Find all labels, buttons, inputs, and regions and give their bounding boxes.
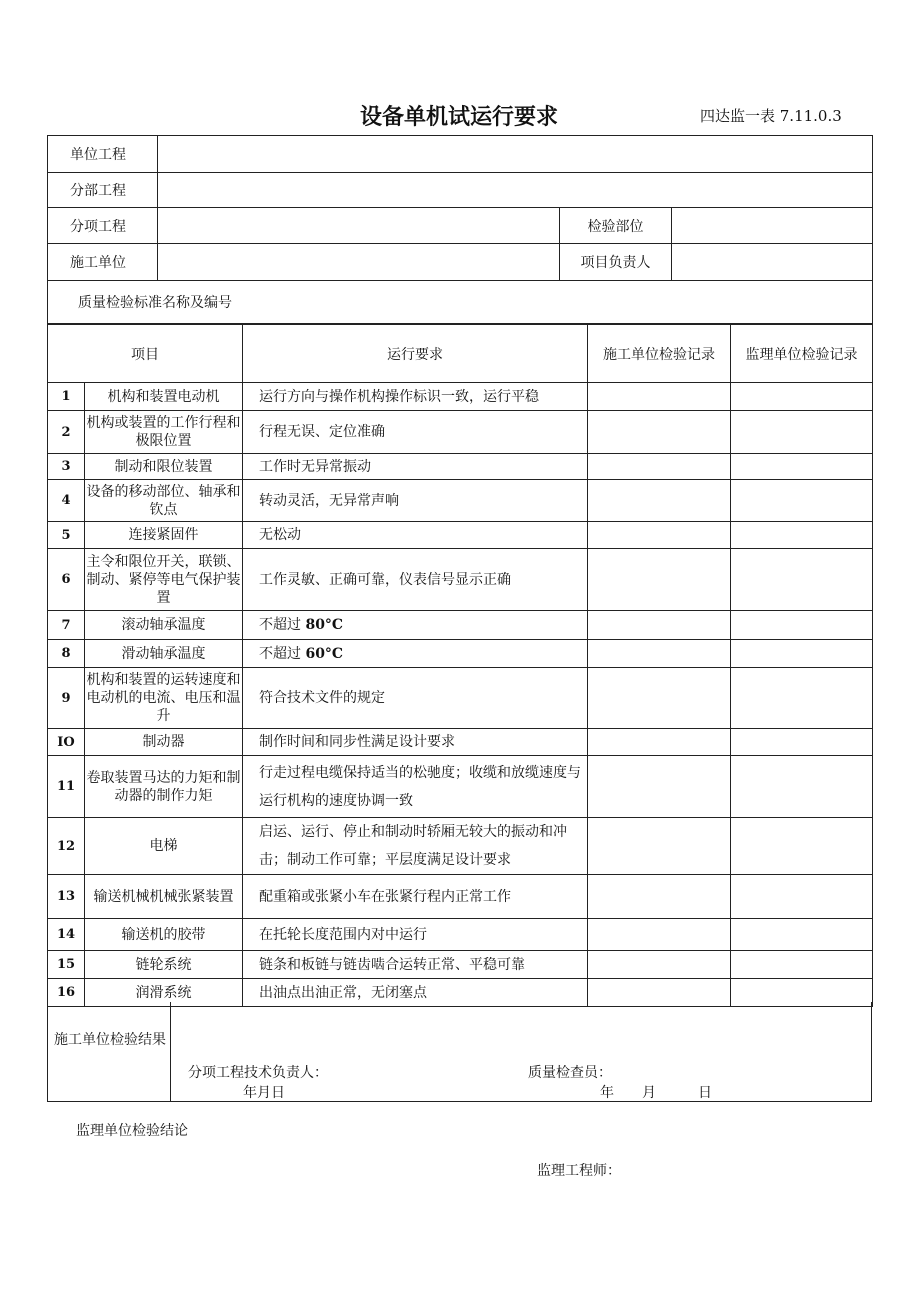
table-row bbox=[48, 919, 873, 951]
construction-unit-label: 施工单位 bbox=[48, 244, 158, 281]
table-row bbox=[48, 668, 873, 729]
row-item: 滚动轴承温度 bbox=[85, 611, 243, 640]
tech-leader-label: 分项工程技术负责人： bbox=[188, 1065, 328, 1081]
row-item: 链轮系统 bbox=[85, 951, 243, 979]
row-requirement: 行走过程电缆保持适当的松驰度；收缆和放缆速度与运行机构的速度协调一致 bbox=[243, 756, 588, 818]
row-number: 14 bbox=[48, 919, 85, 951]
date-left: 年月日 bbox=[243, 1085, 285, 1101]
inspection-table bbox=[47, 324, 873, 1007]
table-row bbox=[48, 756, 873, 818]
sub-item-label: 分项工程 bbox=[48, 208, 158, 244]
table-row bbox=[48, 951, 873, 979]
row-number: 13 bbox=[48, 875, 85, 919]
supervision-record-cell[interactable] bbox=[731, 411, 873, 454]
col-requirement: 运行要求 bbox=[243, 325, 588, 383]
project-leader-label: 项目负责人 bbox=[560, 244, 672, 281]
supervision-record-cell[interactable] bbox=[731, 383, 873, 411]
supervision-conclusion-label: 监理单位检验结论 bbox=[76, 1123, 188, 1139]
row-item: 输送机的胶带 bbox=[85, 919, 243, 951]
divider bbox=[170, 1002, 171, 1101]
sub-item-field[interactable] bbox=[158, 208, 560, 244]
construction-result-label: 施工单位检验结果 bbox=[54, 1032, 166, 1048]
row-item: 机构和装置电动机 bbox=[85, 383, 243, 411]
construction-record-cell[interactable] bbox=[588, 480, 731, 522]
supervision-record-cell[interactable] bbox=[731, 640, 873, 668]
construction-record-cell[interactable] bbox=[588, 640, 731, 668]
inspector-label: 质量检查员： bbox=[528, 1065, 612, 1081]
row-requirement: 启运、运行、停止和制动时轿厢无较大的振动和冲击；制动工作可靠；平层度满足设计要求 bbox=[243, 818, 588, 875]
project-leader-field[interactable] bbox=[672, 244, 873, 281]
unit-project-field[interactable] bbox=[158, 136, 873, 173]
header-table bbox=[47, 135, 873, 324]
table-row bbox=[48, 875, 873, 919]
row-item: 制动器 bbox=[85, 729, 243, 756]
construction-record-cell[interactable] bbox=[588, 951, 731, 979]
row-number: 7 bbox=[48, 611, 85, 640]
supervision-record-cell[interactable] bbox=[731, 522, 873, 549]
table-row bbox=[48, 522, 873, 549]
col-construction-record: 施工单位检验记录 bbox=[588, 325, 731, 383]
construction-record-cell[interactable] bbox=[588, 818, 731, 875]
supervision-record-cell[interactable] bbox=[731, 611, 873, 640]
row-number: 1 bbox=[48, 383, 85, 411]
row-number: 11 bbox=[48, 756, 85, 818]
construction-record-cell[interactable] bbox=[588, 919, 731, 951]
row-requirement: 工作灵敏、正确可靠，仪表信号显示正确 bbox=[243, 549, 588, 611]
row-number: 2 bbox=[48, 411, 85, 454]
supervision-record-cell[interactable] bbox=[731, 818, 873, 875]
row-item: 滑动轴承温度 bbox=[85, 640, 243, 668]
row-requirement bbox=[243, 611, 588, 640]
page-title: 设备单机试运行要求 bbox=[360, 105, 559, 130]
inspect-part-field[interactable] bbox=[672, 208, 873, 244]
row-item: 设备的移动部位、轴承和钦点 bbox=[85, 480, 243, 522]
temp-value: 60°C bbox=[305, 645, 344, 662]
construction-record-cell[interactable] bbox=[588, 454, 731, 480]
standard-label: 质量检验标准名称及编号 bbox=[48, 281, 873, 324]
row-number: 3 bbox=[48, 454, 85, 480]
row-item: 润滑系统 bbox=[85, 979, 243, 1007]
row-number: 8 bbox=[48, 640, 85, 668]
table-row bbox=[48, 549, 873, 611]
table-row bbox=[48, 611, 873, 640]
row-requirement: 运行方向与操作机构操作标识一致，运行平稳 bbox=[243, 383, 588, 411]
row-number: 9 bbox=[48, 668, 85, 729]
row-number: 15 bbox=[48, 951, 85, 979]
construction-record-cell[interactable] bbox=[588, 411, 731, 454]
supervision-engineer-label: 监理工程师： bbox=[537, 1163, 621, 1179]
supervision-record-cell[interactable] bbox=[731, 756, 873, 818]
row-requirement bbox=[243, 640, 588, 668]
sub-project-field[interactable] bbox=[158, 173, 873, 208]
row-item: 电梯 bbox=[85, 818, 243, 875]
supervision-record-cell[interactable] bbox=[731, 875, 873, 919]
date-right: 年 月 日 bbox=[600, 1085, 712, 1101]
row-requirement: 出油点出油正常，无闭塞点 bbox=[243, 979, 588, 1007]
construction-record-cell[interactable] bbox=[588, 522, 731, 549]
construction-record-cell[interactable] bbox=[588, 729, 731, 756]
construction-record-cell[interactable] bbox=[588, 549, 731, 611]
construction-record-cell[interactable] bbox=[588, 611, 731, 640]
row-requirement: 工作时无异常振动 bbox=[243, 454, 588, 480]
col-item: 项目 bbox=[48, 325, 243, 383]
row-requirement: 无松动 bbox=[243, 522, 588, 549]
row-item: 制动和限位装置 bbox=[85, 454, 243, 480]
construction-record-cell[interactable] bbox=[588, 668, 731, 729]
construction-unit-field[interactable] bbox=[158, 244, 560, 281]
row-number: IO bbox=[48, 729, 85, 756]
row-requirement: 在托轮长度范围内对中运行 bbox=[243, 919, 588, 951]
row-item: 输送机械机械张紧装置 bbox=[85, 875, 243, 919]
row-requirement: 链条和板链与链齿啮合运转正常、平稳可靠 bbox=[243, 951, 588, 979]
sub-project-label: 分部工程 bbox=[48, 173, 158, 208]
row-number: 6 bbox=[48, 549, 85, 611]
table-row bbox=[48, 383, 873, 411]
row-requirement: 行程无误、定位准确 bbox=[243, 411, 588, 454]
construction-record-cell[interactable] bbox=[588, 875, 731, 919]
row-requirement: 配重箱或张紧小车在张紧行程内正常工作 bbox=[243, 875, 588, 919]
table-row bbox=[48, 454, 873, 480]
row-item: 连接紧固件 bbox=[85, 522, 243, 549]
form-number: 四达监一表 7.11.0.3 bbox=[700, 107, 842, 125]
temp-prefix: 不超过 bbox=[259, 617, 306, 633]
construction-result-section bbox=[47, 1002, 872, 1102]
supervision-record-cell[interactable] bbox=[731, 549, 873, 611]
table-row bbox=[48, 729, 873, 756]
row-requirement: 符合技术文件的规定 bbox=[243, 668, 588, 729]
row-item: 机构和装置的运转速度和电动机的电流、电压和温升 bbox=[85, 668, 243, 729]
row-number: 16 bbox=[48, 979, 85, 1007]
col-supervision-record: 监理单位检验记录 bbox=[731, 325, 873, 383]
table-row bbox=[48, 411, 873, 454]
table-row bbox=[48, 640, 873, 668]
supervision-record-cell[interactable] bbox=[731, 951, 873, 979]
supervision-record-cell[interactable] bbox=[731, 668, 873, 729]
row-number: 12 bbox=[48, 818, 85, 875]
construction-record-cell[interactable] bbox=[588, 383, 731, 411]
row-number: 4 bbox=[48, 480, 85, 522]
row-item: 卷取装置马达的力矩和制动器的制作力矩 bbox=[85, 756, 243, 818]
supervision-record-cell[interactable] bbox=[731, 480, 873, 522]
temp-value: 80°C bbox=[305, 617, 344, 633]
row-item: 机构或装置的工作行程和极限位置 bbox=[85, 411, 243, 454]
table-row bbox=[48, 480, 873, 522]
supervision-record-cell[interactable] bbox=[731, 919, 873, 951]
row-number: 5 bbox=[48, 522, 85, 549]
supervision-record-cell[interactable] bbox=[731, 729, 873, 756]
supervision-record-cell[interactable] bbox=[731, 454, 873, 480]
row-item: 主令和限位开关，联锁、制动、紧停等电气保护装置 bbox=[85, 549, 243, 611]
row-requirement: 转动灵活，无异常声响 bbox=[243, 480, 588, 522]
construction-record-cell[interactable] bbox=[588, 756, 731, 818]
temp-prefix: 不超过 bbox=[259, 645, 306, 662]
inspect-part-label: 检验部位 bbox=[560, 208, 672, 244]
table-row bbox=[48, 818, 873, 875]
unit-project-label: 单位工程 bbox=[48, 136, 158, 173]
row-requirement: 制作时间和同步性满足设计要求 bbox=[243, 729, 588, 756]
